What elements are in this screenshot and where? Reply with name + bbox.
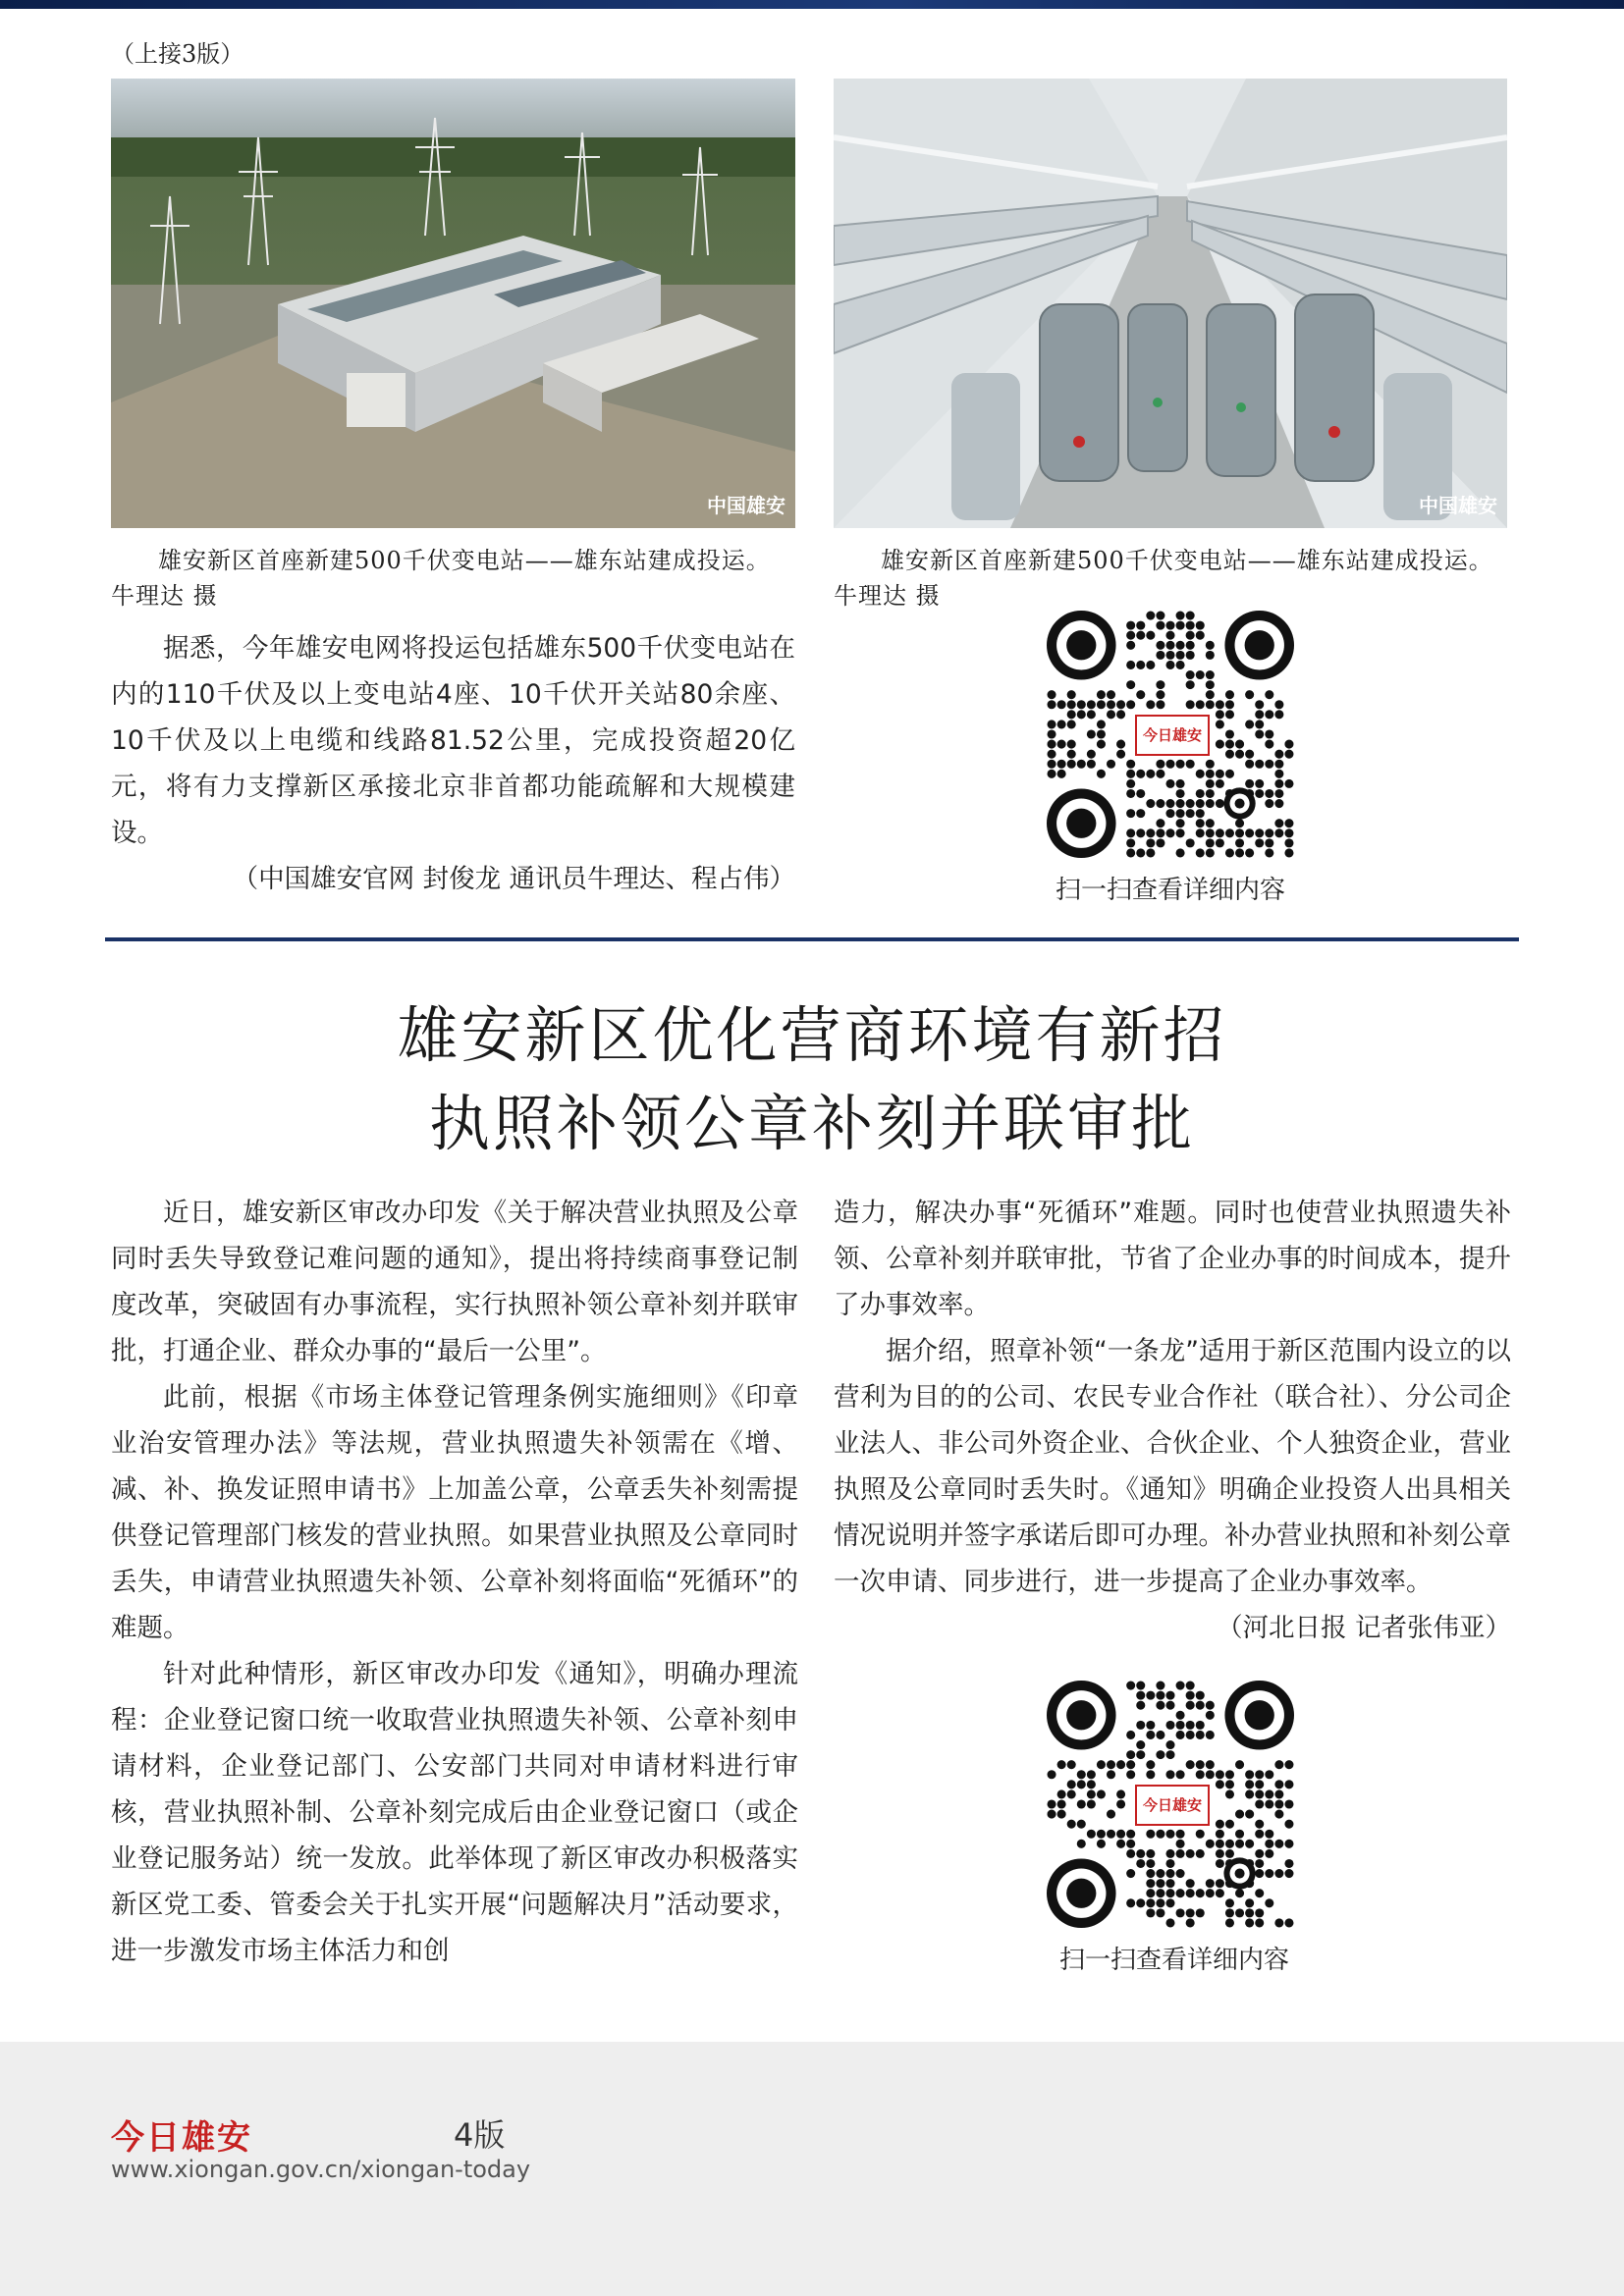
qr-label-article2: 扫一扫查看详细内容 [1058,1946,1289,1975]
footer-brand-logo: 今日雄安 [111,2118,252,2158]
qr-center-logo: 今日雄安 [1135,715,1210,756]
qr-code-article2[interactable] [1047,1681,1294,1928]
article2-headline-line1: 雄安新区优化营商环境有新招 [397,999,1227,1071]
left-photo-caption: 雄安新区首座新建500千伏变电站——雄东站建成投运。牛理达 摄 [111,547,771,610]
article2-para4: 据介绍，照章补领“一条龙”适用于新区范围内设立的以营利为目的的公司、农民专业合作社（联合社）、分公司企业法人、非公司外资企业、合伙企业、个人独资企业，营业执照及公章同时丢失时。《通知》明确企业投资人出具相关情况说明并签字承诺后即可办理。补办营业执照和补刻公章一次申请、同步进行，进一步提高了企业办事效率。 [834,1336,1511,1597]
article1-paragraph: 据悉，今年雄安电网将投运包括雄东500千伏变电站在内的110千伏及以上变电站4座、10千伏开关站80余座、10千伏及以上电缆和线路81.52公里，完成投资超20亿元，将有力支撑新区承接北京非首都功能疏解和大规模建设。 [111,633,795,848]
section-divider [105,937,1519,941]
article2-headline-line2: 执照补领公章补刻并联审批 [428,1088,1195,1159]
article2-column1 [111,1190,798,1974]
top-color-bar [0,0,1624,9]
article1-body [111,625,795,902]
qr-code-article1[interactable] [1047,611,1294,858]
article2-para1: 近日，雄安新区审改办印发《关于解决营业执照及公章同时丢失导致登记难问题的通知》，提出将持续商事登记制度改革，突破固有办事流程，实行执照补领公章补刻并联审批，打通企业、群众办事的“最后一公里”。 [111,1198,798,1366]
gis-hall-photo [834,79,1507,528]
article2-column2 [834,1190,1511,1651]
substation-aerial-photo [111,79,795,528]
footer-url[interactable]: www.xiongan.gov.cn/xiongan-today [111,2156,531,2183]
article1-byline: （中国雄安官网 封俊龙 通讯员牛理达、程占伟） [232,864,795,894]
right-photo-caption: 雄安新区首座新建500千伏变电站——雄东站建成投运。牛理达 摄 [834,547,1493,610]
qr-label-article1: 扫一扫查看详细内容 [1055,876,1285,905]
continued-note: （上接3版） [111,40,244,68]
article2-para3: 针对此种情形，新区审改办印发《通知》，明确办理流程：企业登记窗口统一收取营业执照遗失补领、公章补刻申请材料，企业登记部门、公安部门共同对申请材料进行审核，营业执照补制、公章补刻完成后由企业登记窗口（或企业登记服务站）统一发放。此举体现了新区审改办积极落实新区党工委、管委会关于扎实开展“问题解决月”活动要求，进一步激发市场主体活力和创 [111,1659,798,1966]
qr-center-logo: 今日雄安 [1135,1785,1210,1826]
article2-byline: （河北日报 记者张伟亚） [1217,1613,1511,1643]
article2-para2: 此前，根据《市场主体登记管理条例实施细则》《印章业治安管理办法》等法规，营业执照遗失补领需在《增、减、补、换发证照申请书》上加盖公章，公章丢失补刻需提供登记管理部门核发的营业执照。如果营业执照及公章同时丢失，申请营业执照遗失补领、公章补刻将面临“死循环”的难题。 [111,1382,798,1643]
article2-para3-continued: 造力，解决办事“死循环”难题。同时也使营业执照遗失补领、公章补刻并联审批，节省了企业办事的时间成本，提升了办事效率。 [834,1198,1511,1320]
photo-watermark: 中国雄安 [707,494,785,517]
footer-page-number: 4版 [454,2116,506,2154]
photo-watermark: 中国雄安 [1419,494,1497,517]
